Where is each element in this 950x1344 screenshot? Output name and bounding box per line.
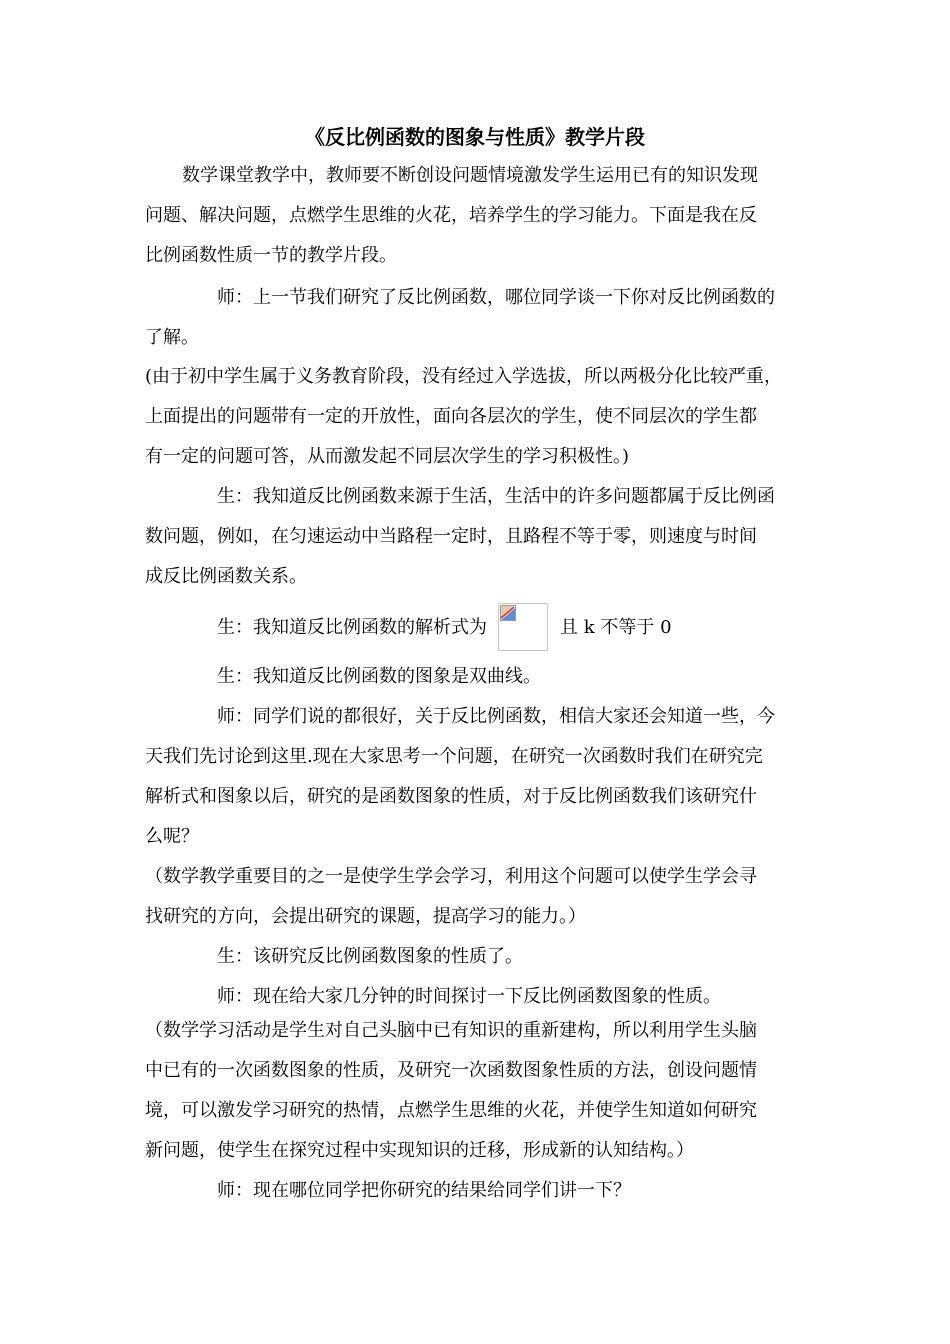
paragraph-line: 师：上一节我们研究了反比例函数，哪位同学谈一下你对反比例函数的 (217, 287, 775, 308)
paragraph-line: 解析式和图象以后，研究的是函数图象的性质，对于反比例函数我们该研究什 (145, 786, 757, 807)
paragraph-line: (由于初中学生属于义务教育阶段，没有经过入学选拔，所以两极分化比较严重， (145, 366, 783, 387)
paragraph-line: 数学课堂教学中，教师要不断创设问题情境激发学生运用已有的知识发现 (182, 165, 758, 186)
paragraph-line: 师：同学们说的都很好，关于反比例函数，相信大家还会知道一些，今 (217, 706, 775, 727)
paragraph-line: 境，可以激发学习研究的热情，点燃学生思维的火花，并使学生知道如何研究 (145, 1100, 757, 1121)
formula-image (498, 603, 548, 651)
paragraph-line: （数学学习活动是学生对自己头脑中已有知识的重新建构，所以利用学生头脑 (145, 1020, 757, 1041)
paragraph-line: 生：我知道反比例函数的解析式为 (217, 617, 487, 638)
paragraph-line: 且 k 不等于 0 (560, 617, 672, 638)
paragraph-line: 师：现在给大家几分钟的时间探讨一下反比例函数图象的性质。 (217, 986, 721, 1007)
paragraph-line: 比例函数性质一节的教学片段。 (145, 245, 397, 266)
paragraph-line: 师：现在哪位同学把你研究的结果给同学们讲一下？ (217, 1180, 631, 1201)
paragraph-line: 上面提出的问题带有一定的开放性，面向各层次的学生，使不同层次的学生都 (145, 406, 757, 427)
paragraph-line: 数问题，例如，在匀速运动中当路程一定时，且路程不等于零，则速度与时间 (145, 526, 757, 547)
paragraph-line: 生：我知道反比例函数的图象是双曲线。 (217, 666, 541, 687)
paragraph-line: 么呢？ (145, 826, 199, 847)
paragraph-line: 成反比例函数关系。 (145, 566, 307, 587)
paragraph-line: 了解。 (145, 327, 199, 348)
paragraph-line: 新问题，使学生在探究过程中实现知识的迁移，形成新的认知结构。） (145, 1140, 694, 1161)
paragraph-line: 找研究的方向，会提出研究的课题，提高学习的能力。） (145, 906, 586, 927)
paragraph-line: 中已有的一次函数图象的性质，及研究一次函数图象性质的方法，创设问题情 (145, 1060, 757, 1081)
paragraph-line: 生：我知道反比例函数来源于生活，生活中的许多问题都属于反比例函 (217, 486, 775, 507)
broken-image-icon (500, 605, 516, 621)
paragraph-line: 生：该研究反比例函数图象的性质了。 (217, 946, 523, 967)
paragraph-line: 天我们先讨论到这里.现在大家思考一个问题，在研究一次函数时我们在研究完 (145, 746, 763, 767)
paragraph-line: 问题、解决问题，点燃学生思维的火花，培养学生的学习能力。下面是我在反 (145, 205, 757, 226)
paragraph-line: （数学教学重要目的之一是使学生学会学习，利用这个问题可以使学生学会寻 (145, 866, 757, 887)
document-title: 《反比例函数的图象与性质》教学片段 (305, 125, 645, 149)
paragraph-line: 有一定的问题可答，从而激发起不同层次学生的学习积极性。) (145, 446, 630, 467)
